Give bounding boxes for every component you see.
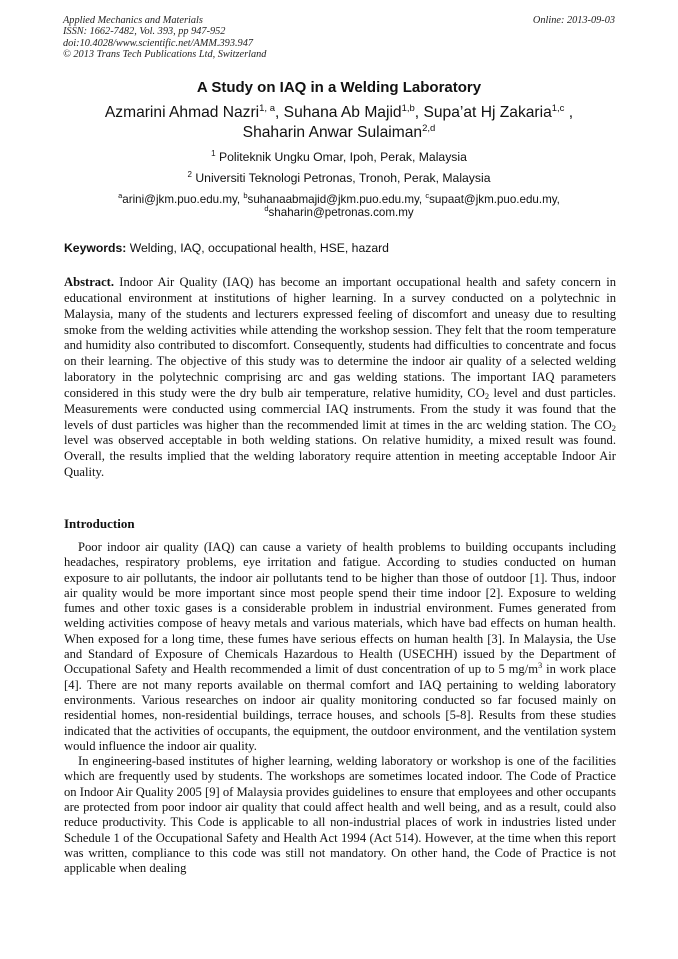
affiliation-sup: 1 — [211, 149, 216, 158]
author-sep: , — [564, 104, 574, 121]
author-sup: 1, a — [259, 103, 275, 114]
affiliation-text: Politeknik Ungku Omar, Ipoh, Perak, Malaysia — [218, 150, 467, 164]
introduction-body — [64, 540, 616, 877]
paper-title: A Study on IAQ in a Welding Laboratory — [196, 79, 482, 96]
publication-meta — [63, 15, 615, 61]
abstract-subscript: 2 — [484, 390, 490, 401]
keywords-label: Keywords: — [64, 241, 127, 255]
author-name: Shaharin Anwar Sulaiman — [242, 124, 423, 141]
author-name: Azmarini Ahmad Nazri — [104, 104, 260, 121]
abstract-text: level was observed acceptable in both welding stations. On relative humidity, a mixed result was found. Overall, the results implied that the welding laboratory require attention in meeting acceptable Indoor Air Quality. — [64, 433, 616, 480]
email-link[interactable]: suhanaabmajid@jkm.puo.edu.my, — [247, 193, 426, 206]
copyright-line: © 2013 Trans Tech Publications Ltd, Switzerland — [63, 49, 267, 61]
email-sup: d — [264, 204, 269, 213]
abstract-text: Indoor Air Quality (IAQ) has become an important occupational health and safety concern in educational environment at institutions of higher learning. In a survey conducted on a polytechnic in Malaysia, many of the students and lecturers expressed feeling of discomfort and uneasy due to resulting smoke from the welding activities while attending the workshop session. They felt that the room temperature and humidity also contributed to discomfort. Consequently, students had difficulties to concentrate and focus on their learning. The objective of this study was to determine the indoor air quality of a selected welding laboratory in the polytechnic comprising arc and gas welding stations. The important IAQ parameters considered in this study were the dry bulb air temperature, relative humidity, CO — [64, 275, 616, 400]
keywords-text: Welding, IAQ, occupational health, HSE, hazard — [126, 241, 389, 255]
email-link[interactable]: arini@jkm.puo.edu.my, — [122, 193, 244, 206]
author-sup: 2,d — [422, 123, 436, 134]
email-list — [55, 193, 623, 219]
abstract-label: Abstract. — [64, 275, 115, 289]
email-sup: a — [118, 191, 123, 200]
email-sup: c — [425, 191, 430, 200]
abstract-subscript: 2 — [611, 422, 616, 433]
section-heading-introduction: Introduction — [64, 516, 135, 531]
author-sep: , — [414, 104, 424, 121]
author-name: Supa’at Hj Zakaria — [423, 104, 552, 121]
abstract-paragraph — [64, 275, 616, 481]
intro-paragraph-1 — [64, 540, 616, 754]
online-date: Online: 2013-09-03 — [532, 15, 615, 26]
doi-line: doi:10.4028/www.scientific.net/AMM.393.947 — [63, 37, 253, 49]
email-link[interactable]: supaat@jkm.puo.edu.my, — [429, 193, 560, 206]
intro-paragraph-2: In engineering-based institutes of higher learning, welding laboratory or workshop is one of the facilities which are frequently used by students. The workshops are sometimes located indoor. The Code of Practice on Indoor Air Quality 2005 [9] of Malaysia provides guidelines to ensure that employees and other occupants are protected from poor indoor air quality that could affect health and well being, and as a result, could also reduce productivity. This Code is applicable to all non-industrial places of work in industries listed under Schedule 1 of the Occupational Safety and Health Act 1994 (Act 514). However, at the time when this report was written, compliance to this code was still not mandatory. On other hand, the Code of Practice is not applicable when dealing — [64, 754, 616, 876]
author-sep: , — [275, 104, 284, 121]
intro-superscript: 3 — [538, 660, 543, 671]
email-link[interactable]: shaharin@petronas.com.my — [268, 206, 414, 219]
issn-line: ISSN: 1662-7482, Vol. 393, pp 947-952 — [63, 26, 226, 38]
intro-text: Poor indoor air quality (IAQ) can cause a variety of health problems to building occupants including headaches, respiratory problems, eye irritation and fatigue. According to studies conducted on human exposure to air pollutants, the indoor air pollutants tend to be higher than those of outdoor [1]. Thus, indoor air quality would be more important since most people spend their time indoor [2]. Exposure to welding fumes and other toxic gases is a considerable problem in industrial environment. Fumes generated from welding activities compose of heavy metals and various materials, which have bad effects on human health. When exposed for a long time, these fumes have serious effects on human health [3]. In Malaysia, the Use and Standard of Exposure of Chemicals Hazardous to Health (USECHH) issued by the Department of Occupational Safety and Health recommended a limit of dust concentration of up to 5 mg/m — [64, 540, 616, 677]
affiliation-1 — [0, 150, 678, 164]
intro-text: in work place [4]. There are not many reports available on thermal comfort and IAQ pertaining to welding laboratory environments. Various researches on indoor air quality monitoring conducted so far focused mainly on residential homes, non-residential buildings, terrace houses, and schools [5-8]. Results from these studies indicated that the activities of occupants, the equipment, the outdoor environment, and the ventilation system would influence the indoor air quality. — [64, 662, 616, 753]
journal-name: Applied Mechanics and Materials — [63, 15, 203, 26]
keywords-line — [64, 241, 616, 255]
abstract-text: level and dust particles. Measurements were conducted using commercial IAQ instruments. From the study it was found that the levels of dust particles was higher than the recommended limit at times in the arc welding station. The CO — [64, 385, 616, 432]
author-list — [70, 103, 608, 143]
author-sup: 1,b — [401, 103, 415, 114]
affiliation-2 — [0, 171, 678, 185]
affiliation-text: Universiti Teknologi Petronas, Tronoh, Perak, Malaysia — [195, 171, 491, 185]
affiliation-sup: 2 — [187, 170, 192, 179]
author-sup: 1,c — [551, 103, 565, 114]
author-name: Suhana Ab Majid — [283, 104, 402, 121]
email-sup: b — [243, 191, 248, 200]
